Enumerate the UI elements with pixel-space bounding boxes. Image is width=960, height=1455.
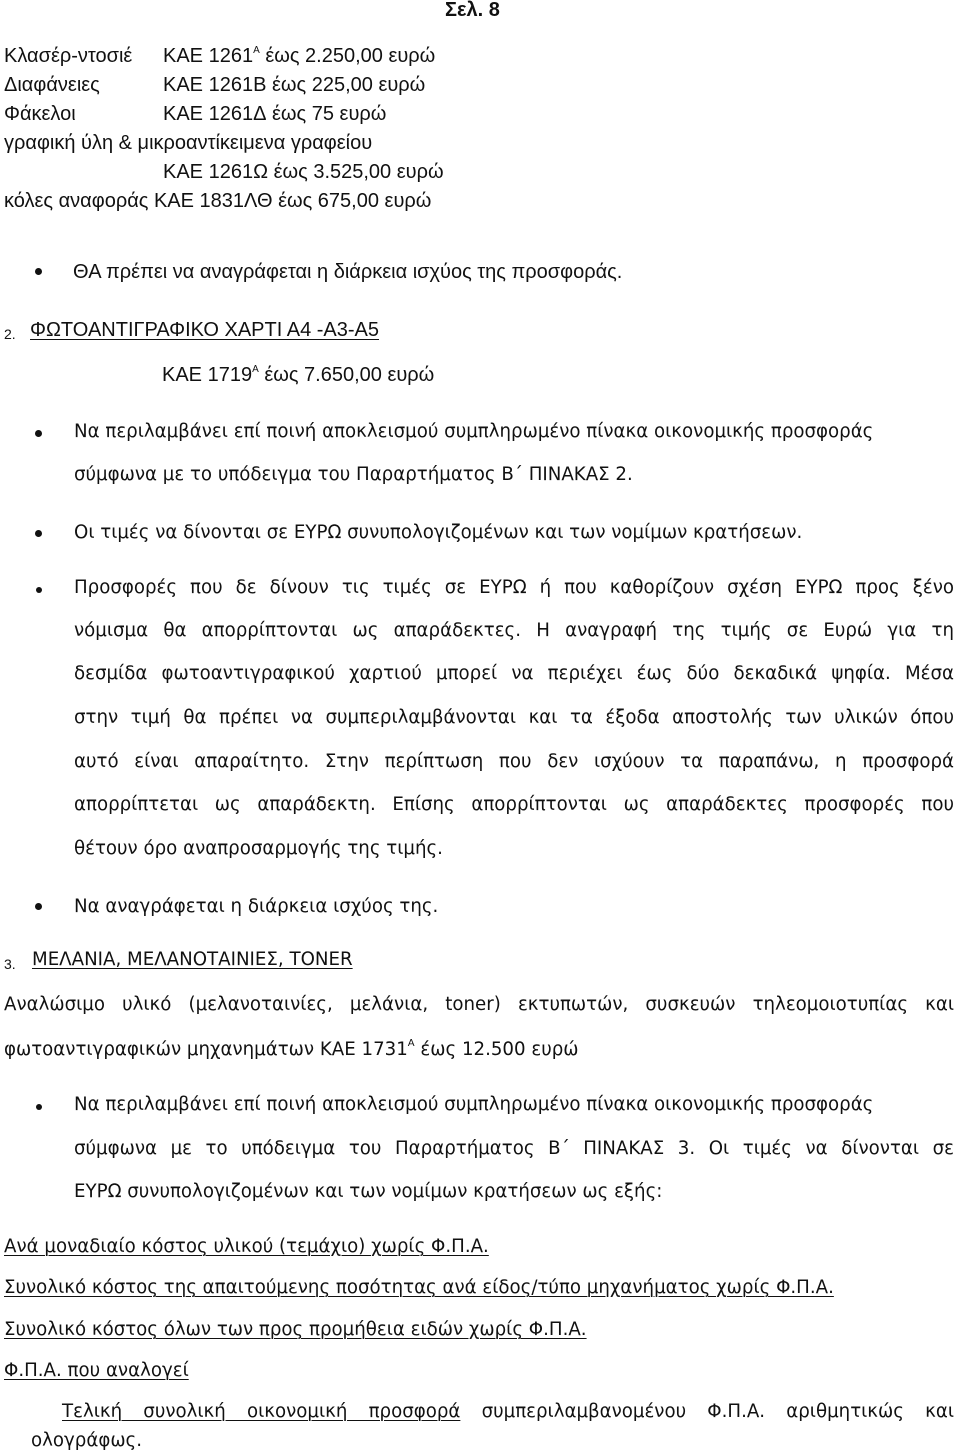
- section-2-bullet-3-line-4: στην τιμή θα πρέπει να συμπεριλαμβάνονται και τα έξοδα αποστολής των υλικών όπου: [74, 707, 954, 728]
- final-offer-heading: Τελική συνολική οικονομική προσφορά: [62, 1401, 461, 1422]
- section-3-paragraph-line-2: φωτοαντιγραφικών μηχανημάτων ΚΑΕ $1731^A$ έως 12.500 ευρώ: [4, 1038, 579, 1060]
- section-3-paragraph-line-1: Αναλώσιμο υλικό (μελανοταινίες, μελάνια, toner) εκτυπωτών, συσκευών τηλεομοιοτυπίας και: [4, 994, 954, 1015]
- section-2-bullet-1-line-1: Να περιλαμβάνει επί ποινή αποκλεισμού συμπληρωμένο πίνακα οικονομικής προσφοράς: [74, 421, 874, 442]
- section-2-bullet-1-line-2: σύμφωνα με το υπόδειγμα του Παραρτήματος Β΄ ΠΙΝΑΚΑΣ 2.: [74, 464, 633, 485]
- section-2-bullet-3-line-3: δεσμίδα φωτοαντιγραφικού χαρτιού μπορεί να περιέχει έως δύο δεκαδικά ψηφία. Μέσα: [74, 663, 954, 684]
- section-2-heading: ΦΩΤΟΑΝΤΙΓΡΑΦΙΚΟ ΧΑΡΤΙ Α4 -Α3-Α5: [30, 319, 380, 341]
- budget-item-stationery-code: ΚΑΕ 1261Ω έως 3.525,00 ευρώ: [163, 161, 444, 183]
- section-2-bullet-4: Να αναγράφεται η διάρκεια ισχύος της.: [74, 896, 439, 917]
- page-number: Σελ. 8: [445, 0, 500, 21]
- section-2-bullet-3-line-6: απορρίπτεται ως απαράδεκτη. Επίσης απορρίπτονται ως απαράδεκτες προσφορές που: [74, 794, 954, 815]
- section-3-bullet-1-line-3: ΕΥΡΩ συνυπολογιζομένων και των νομίμων κρατήσεων ως εξής:: [74, 1181, 663, 1202]
- budget-item-report-paper: κόλες αναφοράς ΚΑΕ 1831ΛΘ έως 675,00 ευρώ: [4, 190, 432, 212]
- section-2-budget: ΚΑΕ $1719^A$ έως 7.650,00 ευρώ: [162, 364, 435, 386]
- section-3-bullet-1-line-1: Να περιλαμβάνει επί ποινή αποκλεισμού συμπληρωμένο πίνακα οικονομικής προσφοράς: [74, 1094, 874, 1115]
- bullet-icon: [35, 268, 42, 275]
- section-2-bullet-3-line-7: θέτουν όρο αναπροσαρμογής της τιμής.: [74, 838, 443, 859]
- validity-note: ΘΑ πρέπει να αναγράφεται η διάρκεια ισχύος της προσφοράς.: [73, 261, 623, 283]
- bullet-icon: [35, 530, 42, 537]
- budget-item-binders: [4, 44, 132, 68]
- budget-item-name: Κλασέρ-ντοσιέ: [4, 45, 133, 67]
- bullet-icon: [35, 903, 42, 910]
- section-2-bullet-2: Οι τιμές να δίνονται σε ΕΥΡΩ συνυπολογιζομένων και των νομίμων κρατήσεων.: [74, 522, 803, 543]
- section-2-bullet-3-line-2: νόμισμα θα απορρίπτονται ως απαράδεκτες. Η αναγραφή της τιμής σε Ευρώ για τη: [74, 620, 954, 641]
- pricing-line-total-all: Συνολικό κόστος όλων των προς προμήθεια ειδών χωρίς Φ.Π.Α.: [4, 1319, 587, 1340]
- section-2-number: 2.: [4, 326, 16, 342]
- final-offer-line-2: ολογράφως.: [31, 1430, 142, 1451]
- section-3-heading: ΜΕΛΑΝΙΑ, ΜΕΛΑΝΟΤΑΙΝΙΕΣ, TONER: [32, 949, 353, 970]
- budget-item-envelopes: Φάκελοι: [4, 103, 76, 125]
- final-offer-line-1: Τελική συνολική οικονομική προσφορά συμπεριλαμβανομένου Φ.Π.Α. αριθμητικώς και: [62, 1401, 954, 1422]
- pricing-line-unit-cost: Ανά μοναδιαίο κόστος υλικού (τεμάχιο) χωρίς Φ.Π.Α.: [4, 1236, 489, 1257]
- budget-item-stationery: γραφική ύλη & μικροαντίκειμενα γραφείου: [4, 132, 373, 154]
- section-2-bullet-3-line-1: Προσφορές που δε δίνουν τις τιμές σε ΕΥΡΩ ή που καθορίζουν σχέση ΕΥΡΩ προς ξένο: [74, 577, 954, 598]
- bullet-icon: [36, 587, 42, 593]
- budget-item-transparencies: Διαφάνειες: [4, 74, 100, 96]
- budget-item-envelopes-code: ΚΑΕ 1261Δ έως 75 ευρώ: [163, 103, 387, 125]
- section-3-number: 3.: [4, 956, 16, 972]
- section-3-bullet-1-line-2: σύμφωνα με το υπόδειγμα του Παραρτήματος Β΄ ΠΙΝΑΚΑΣ 3. Οι τιμές να δίνονται σε: [74, 1138, 954, 1159]
- budget-item-transparencies-code: ΚΑΕ 1261Β έως 225,00 ευρώ: [163, 74, 426, 96]
- pricing-line-vat: Φ.Π.Α. που αναλογεί: [4, 1360, 189, 1381]
- pricing-line-total-per-type: Συνολικό κόστος της απαιτούμενης ποσότητας ανά είδος/τύπο μηχανήματος χωρίς Φ.Π.Α.: [4, 1277, 834, 1298]
- bullet-icon: [36, 1104, 42, 1110]
- bullet-icon: [35, 430, 42, 437]
- budget-item-binders-code: ΚΑΕ $1261^A$ έως 2.250,00 ευρώ: [163, 45, 436, 67]
- section-2-bullet-3-line-5: αυτό είναι απαραίτητο. Στην περίπτωση που δεν ισχύουν τα παραπάνω, η προσφορά: [74, 751, 954, 772]
